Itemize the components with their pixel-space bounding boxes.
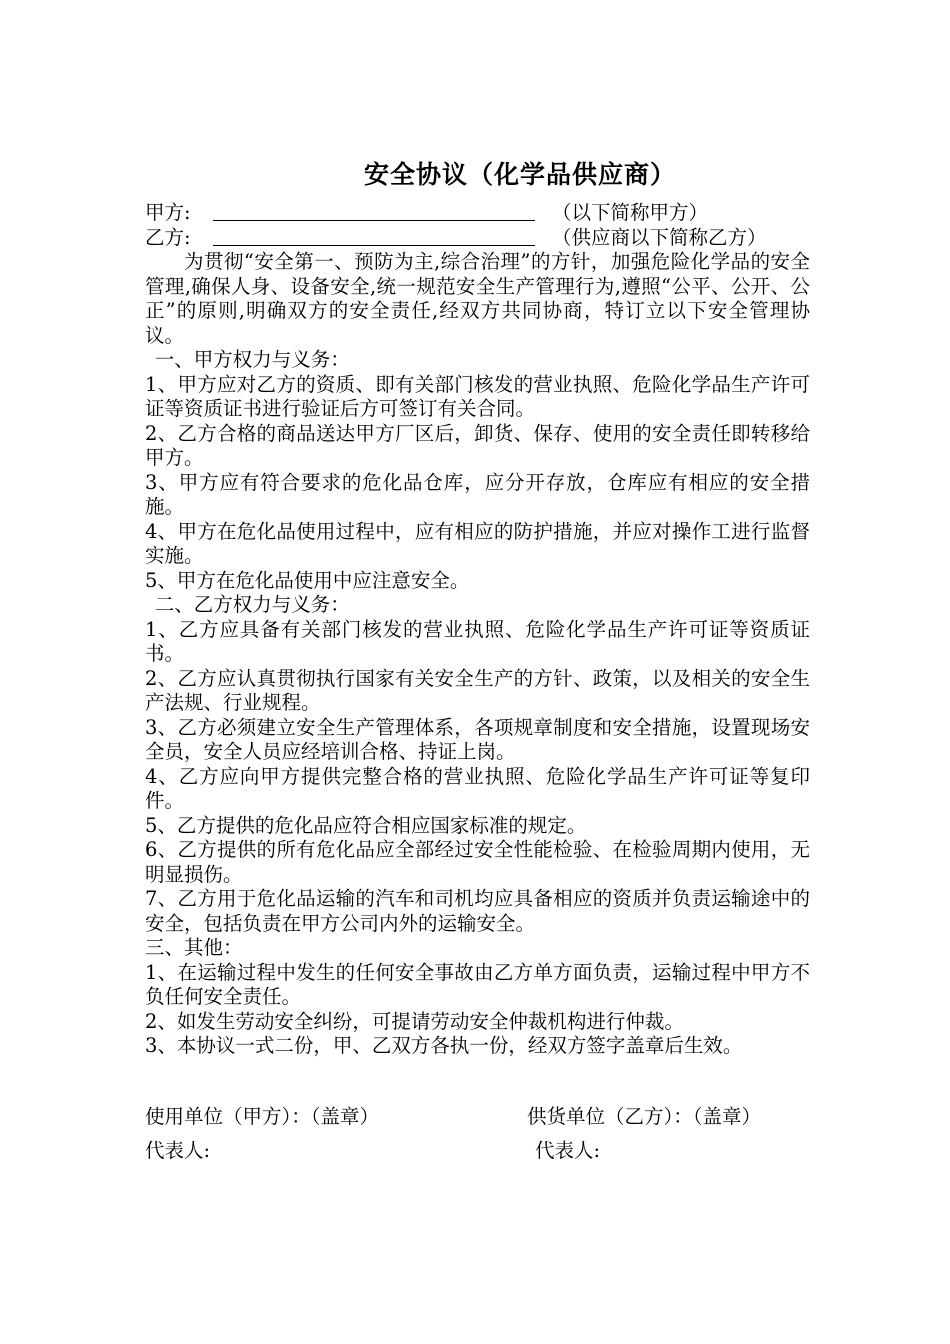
party-b-representative: 代表人: (535, 1139, 601, 1162)
party-b-label: 乙方: (145, 226, 191, 249)
section3-heading: 三、其他： (145, 936, 243, 959)
section2-item: 2、乙方应认真贯彻执行国家有关安全生产的方针、政策，以及相关的安全生产法规、行业规程。 (145, 666, 810, 714)
section2-item: 1、乙方应具备有关部门核发的营业执照、危险化学品生产许可证等资质证书。 (145, 617, 810, 665)
party-a-note: （以下简称甲方） (552, 201, 709, 224)
section1-item: 3、甲方应有符合要求的危化品仓库，应分开存放，仓库应有相应的安全措施。 (145, 470, 810, 518)
section2-item: 5、乙方提供的危化品应符合相应国家标准的规定。 (145, 813, 587, 837)
section3-item: 1、在运输过程中发生的任何安全事故由乙方单方面负责，运输过程中甲方不负任何安全责任。 (145, 960, 810, 1008)
party-a-label: 甲方: (145, 201, 191, 224)
document-title: 安全协议（化学品供应商） (363, 160, 676, 189)
party-a-representative: 代表人: (145, 1139, 211, 1162)
section2-item: 6、乙方提供的所有危化品应全部经过安全性能检验、在检验周期内使用，无明显损伤。 (145, 838, 810, 886)
party-b-unit-signature: 供货单位（乙方）：（盖章） (527, 1105, 762, 1128)
section1-heading: 一、甲方权力与义务： (154, 348, 350, 371)
intro-paragraph: 为贯彻“安全第一、预防为主,综合治理”的方针，加强危险化学品的安全管理,确保人身、设备安全,统一规范安全生产管理行为,遵照“公平、公开、公正”的原则,明确双方的安全责任,经双方共同协商，特订立以下安全管理协议。 (145, 250, 810, 347)
section2-heading: 二、乙方权力与义务： (154, 593, 350, 616)
party-a-blank (213, 220, 535, 221)
section1-item: 4、甲方在危化品使用过程中，应有相应的防护措施，并应对操作工进行监督实施。 (145, 519, 810, 567)
section1-item: 5、甲方在危化品使用中应注意安全。 (145, 568, 470, 592)
section3-item: 3、本协议一式二份，甲、乙双方各执一份，经双方签字盖章后生效。 (145, 1034, 743, 1057)
party-b-blank (213, 245, 535, 246)
section2-item: 3、乙方必须建立安全生产管理体系，各项规章制度和安全措施，设置现场安全员，安全人员应经培训合格、持证上岗。 (145, 715, 810, 763)
section1-item: 2、乙方合格的商品送达甲方厂区后，卸货、保存、使用的安全责任即转移给甲方。 (145, 421, 810, 469)
section2-item: 4、乙方应向甲方提供完整合格的营业执照、危险化学品生产许可证等复印件。 (145, 764, 810, 812)
section2-item: 7、乙方用于危化品运输的汽车和司机均应具备相应的资质并负责运输途中的安全，包括负责在甲方公司内外的运输安全。 (145, 887, 810, 935)
agreement-body (145, 250, 810, 1059)
party-b-note: （供应商以下简称乙方） (552, 226, 767, 249)
party-a-unit-signature: 使用单位（甲方）：（盖章） (145, 1105, 380, 1128)
section1-item: 1、甲方应对乙方的资质、即有关部门核发的营业执照、危险化学品生产许可证等资质证书进行验证后方可签订有关合同。 (145, 372, 810, 420)
section3-item: 2、如发生劳动安全纠纷，可提请劳动安全仲裁机构进行仲裁。 (145, 1009, 684, 1033)
